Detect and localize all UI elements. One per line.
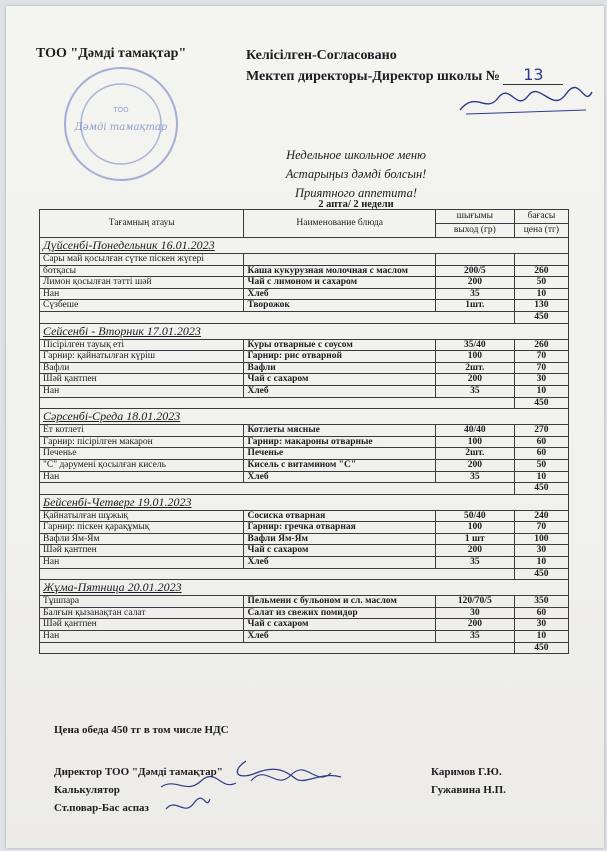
- menu-body: [40, 238, 569, 654]
- dish-name-kz: Гарнир: піскен қарақұмық: [40, 522, 244, 534]
- dish-name-kz: Нан: [40, 385, 244, 397]
- dish-name-ru: Печенье: [244, 448, 435, 460]
- dish-price: 60: [514, 607, 568, 619]
- handwritten-signatures: [146, 751, 346, 821]
- dish-name-kz: Пісірілген тауық еті: [40, 339, 244, 351]
- dish-name-kz: Тұшпара: [40, 596, 244, 608]
- table-row: [40, 510, 569, 522]
- company-name: ТОО "Дәмді тамақтар": [36, 46, 187, 61]
- dish-price: 60: [514, 448, 568, 460]
- total-spacer: [40, 397, 515, 409]
- dish-yield: 30: [435, 607, 514, 619]
- total-spacer: [40, 483, 515, 495]
- day-header-row: [40, 238, 569, 254]
- dish-price: 60: [514, 436, 568, 448]
- total-row: [40, 483, 569, 495]
- header-kz-name: Тағамның атауы: [40, 210, 244, 238]
- signer-name: Гужавина Н.П.: [431, 784, 506, 796]
- dish-name-kz: Вафли Ям-Ям: [40, 533, 244, 545]
- dish-price: 70: [514, 351, 568, 363]
- header-price-ru: цена (тг): [514, 224, 568, 238]
- dish-name-kz: Шәй қантпен: [40, 374, 244, 386]
- table-row: [40, 522, 569, 534]
- dish-name-ru: Хлеб: [244, 471, 435, 483]
- day-header-row: [40, 323, 569, 339]
- dish-name-kz: Вафли: [40, 362, 244, 374]
- dish-yield: 50/40: [435, 510, 514, 522]
- dish-price: [514, 254, 568, 266]
- dish-name-ru: Чай с сахаром: [244, 374, 435, 386]
- day-total: 450: [514, 642, 568, 654]
- dish-name-ru: Чай с сахаром: [244, 619, 435, 631]
- dish-name-ru: Чай с лимоном и сахаром: [244, 277, 435, 289]
- dish-name-kz: Гарнир: пісірілген макарон: [40, 436, 244, 448]
- dish-price: 10: [514, 288, 568, 300]
- table-row: [40, 631, 569, 643]
- dish-name-kz: Шәй қантпен: [40, 545, 244, 557]
- dish-yield: 200/5: [435, 265, 514, 277]
- dish-yield: 200: [435, 277, 514, 289]
- menu-titles: [246, 146, 466, 203]
- table-row: [40, 533, 569, 545]
- table-row: [40, 265, 569, 277]
- dish-yield: 200: [435, 374, 514, 386]
- dish-price: 70: [514, 522, 568, 534]
- dish-price: 130: [514, 300, 568, 312]
- day-header-row: [40, 409, 569, 425]
- approval-director-label: Мектеп директоры-Директор школы №: [246, 69, 500, 84]
- dish-yield: 100: [435, 436, 514, 448]
- table-row: [40, 557, 569, 569]
- header-yield-ru: выход (гр): [435, 224, 514, 238]
- table-row: [40, 545, 569, 557]
- table-row: [40, 362, 569, 374]
- total-row: [40, 568, 569, 580]
- dish-name-ru: [244, 254, 435, 266]
- dish-name-kz: Нан: [40, 471, 244, 483]
- header-row: [40, 210, 569, 224]
- dish-price: 270: [514, 425, 568, 437]
- dish-yield: 35: [435, 385, 514, 397]
- dish-yield: 100: [435, 522, 514, 534]
- dish-name-ru: Хлеб: [244, 288, 435, 300]
- dish-name-ru: Котлеты мясные: [244, 425, 435, 437]
- dish-name-kz: Гарнир: қайнатылған күріш: [40, 351, 244, 363]
- dish-name-ru: Вафли: [244, 362, 435, 374]
- table-row: [40, 339, 569, 351]
- dish-yield: 120/70/5: [435, 596, 514, 608]
- dish-yield: [435, 254, 514, 266]
- dish-yield: 35: [435, 288, 514, 300]
- dish-name-kz: Сүзбеше: [40, 300, 244, 312]
- dish-yield: 200: [435, 545, 514, 557]
- day-total: 450: [514, 483, 568, 495]
- dish-price: 50: [514, 459, 568, 471]
- dish-name-ru: Творожок: [244, 300, 435, 312]
- dish-name-ru: Хлеб: [244, 557, 435, 569]
- dish-yield: 200: [435, 459, 514, 471]
- approval-title: Келісілген-Согласовано: [246, 48, 397, 63]
- menu-greeting-ru: Приятного аппетита!: [294, 186, 418, 200]
- table-row: [40, 277, 569, 289]
- signer-role: Ст.повар-Бас аспаз: [54, 802, 149, 814]
- table-row: [40, 471, 569, 483]
- dish-name-kz: Лимон қосылған тәтті шәй: [40, 277, 244, 289]
- dish-yield: 200: [435, 619, 514, 631]
- dish-name-kz: Печенье: [40, 448, 244, 460]
- header-ru-name: Наименование блюда: [244, 210, 435, 238]
- dish-name-ru: Кисель с витамином "С": [244, 459, 435, 471]
- dish-yield: 1шт.: [435, 300, 514, 312]
- dish-name-ru: Гарнир: макароны отварные: [244, 436, 435, 448]
- dish-price: 30: [514, 374, 568, 386]
- dish-price: 240: [514, 510, 568, 522]
- dish-name-ru: Хлеб: [244, 385, 435, 397]
- dish-price: 100: [514, 533, 568, 545]
- table-row: [40, 459, 569, 471]
- dish-name-kz: Нан: [40, 288, 244, 300]
- day-title: Дүйсенбі-Понедельник 16.01.2023: [40, 238, 569, 254]
- day-title: Бейсенбі-Четверг 19.01.2023: [40, 494, 569, 510]
- day-total: 450: [514, 397, 568, 409]
- total-spacer: [40, 311, 515, 323]
- table-row: [40, 596, 569, 608]
- dish-yield: 100: [435, 351, 514, 363]
- table-row: [40, 374, 569, 386]
- stamp-org-name: Дәмді тамақтар: [74, 122, 168, 133]
- dish-name-ru: Каша кукурузная молочная с маслом: [244, 265, 435, 277]
- approval-director-line: [246, 65, 563, 86]
- dish-name-kz: Шәй қантпен: [40, 619, 244, 631]
- dish-name-kz: Нан: [40, 631, 244, 643]
- dish-name-ru: Вафли Ям-Ям: [244, 533, 435, 545]
- dish-name-ru: Гарнир: рис отварной: [244, 351, 435, 363]
- day-total: 450: [514, 311, 568, 323]
- day-header-row: [40, 494, 569, 510]
- dish-name-kz: Балғын қызанақтан салат: [40, 607, 244, 619]
- dish-price: 10: [514, 557, 568, 569]
- dish-name-ru: Чай с сахаром: [244, 545, 435, 557]
- menu-title: Недельное школьное меню: [286, 148, 426, 162]
- dish-yield: 35/40: [435, 339, 514, 351]
- dish-yield: 1 шт: [435, 533, 514, 545]
- table-row: [40, 425, 569, 437]
- price-note: Цена обеда 450 тг в том числе НДС: [54, 724, 229, 736]
- table-row: [40, 288, 569, 300]
- dish-yield: 35: [435, 471, 514, 483]
- table-row: [40, 300, 569, 312]
- dish-price: 350: [514, 596, 568, 608]
- total-row: [40, 311, 569, 323]
- day-header-row: [40, 580, 569, 596]
- day-title: Сәрсенбі-Среда 18.01.2023: [40, 409, 569, 425]
- dish-name-ru: Куры отварные с соусом: [244, 339, 435, 351]
- dish-price: 10: [514, 385, 568, 397]
- signer-names: [431, 763, 506, 799]
- dish-name-kz: "С" дәрумені қосылған кисель: [40, 459, 244, 471]
- menu-table: [39, 209, 569, 654]
- header-yield-kz: шығымы: [435, 210, 514, 224]
- dish-price: 70: [514, 362, 568, 374]
- dish-price: 260: [514, 339, 568, 351]
- menu-greeting-kz: Астарыңыз дәмді болсын!: [285, 167, 427, 181]
- table-row: [40, 351, 569, 363]
- dish-yield: 40/40: [435, 425, 514, 437]
- dish-price: 260: [514, 265, 568, 277]
- dish-name-ru: Салат из свежих помидор: [244, 607, 435, 619]
- dish-yield: 2шт.: [435, 362, 514, 374]
- dish-name-ru: Пельмени с бульоном и сл. маслом: [244, 596, 435, 608]
- dish-price: 30: [514, 619, 568, 631]
- total-spacer: [40, 642, 515, 654]
- approval-block: [246, 46, 563, 86]
- dish-name-kz: Ет котлеті: [40, 425, 244, 437]
- dish-yield: 35: [435, 557, 514, 569]
- day-title: Сейсенбі - Вторник 17.01.2023: [40, 323, 569, 339]
- dish-name-ru: Хлеб: [244, 631, 435, 643]
- total-row: [40, 642, 569, 654]
- table-row: [40, 385, 569, 397]
- day-total: 450: [514, 568, 568, 580]
- week-label: 2 апта/ 2 недели: [318, 199, 394, 210]
- dish-yield: 2шт.: [435, 448, 514, 460]
- dish-price: 10: [514, 471, 568, 483]
- dish-name-kz: Сары май қосылған сүтке піскен жүгері: [40, 254, 244, 266]
- dish-name-kz: Қайнатылған шұжық: [40, 510, 244, 522]
- stamp-inner-top: ТОО: [113, 106, 129, 114]
- dish-name-ru: Гарнир: гречка отварная: [244, 522, 435, 534]
- dish-price: 10: [514, 631, 568, 643]
- table-row: [40, 436, 569, 448]
- total-row: [40, 397, 569, 409]
- header-price-kz: бағасы: [514, 210, 568, 224]
- table-row: [40, 619, 569, 631]
- signer-name: Каримов Г.Ю.: [431, 766, 502, 778]
- dish-name-kz: ботқасы: [40, 265, 244, 277]
- table-row: [40, 607, 569, 619]
- dish-price: 30: [514, 545, 568, 557]
- signer-role: Калькулятор: [54, 784, 120, 796]
- table-row: [40, 254, 569, 266]
- dish-yield: 35: [435, 631, 514, 643]
- table-row: [40, 448, 569, 460]
- round-stamp: [61, 64, 181, 184]
- dish-name-ru: Сосиска отварная: [244, 510, 435, 522]
- dish-name-kz: Нан: [40, 557, 244, 569]
- signer-role: Директор ТОО "Дәмді тамақтар": [54, 766, 223, 778]
- document-page: [6, 6, 604, 848]
- total-spacer: [40, 568, 515, 580]
- day-title: Жұма-Пятница 20.01.2023: [40, 580, 569, 596]
- dish-price: 50: [514, 277, 568, 289]
- school-number: 13: [503, 65, 563, 85]
- director-signature-top: [456, 84, 596, 118]
